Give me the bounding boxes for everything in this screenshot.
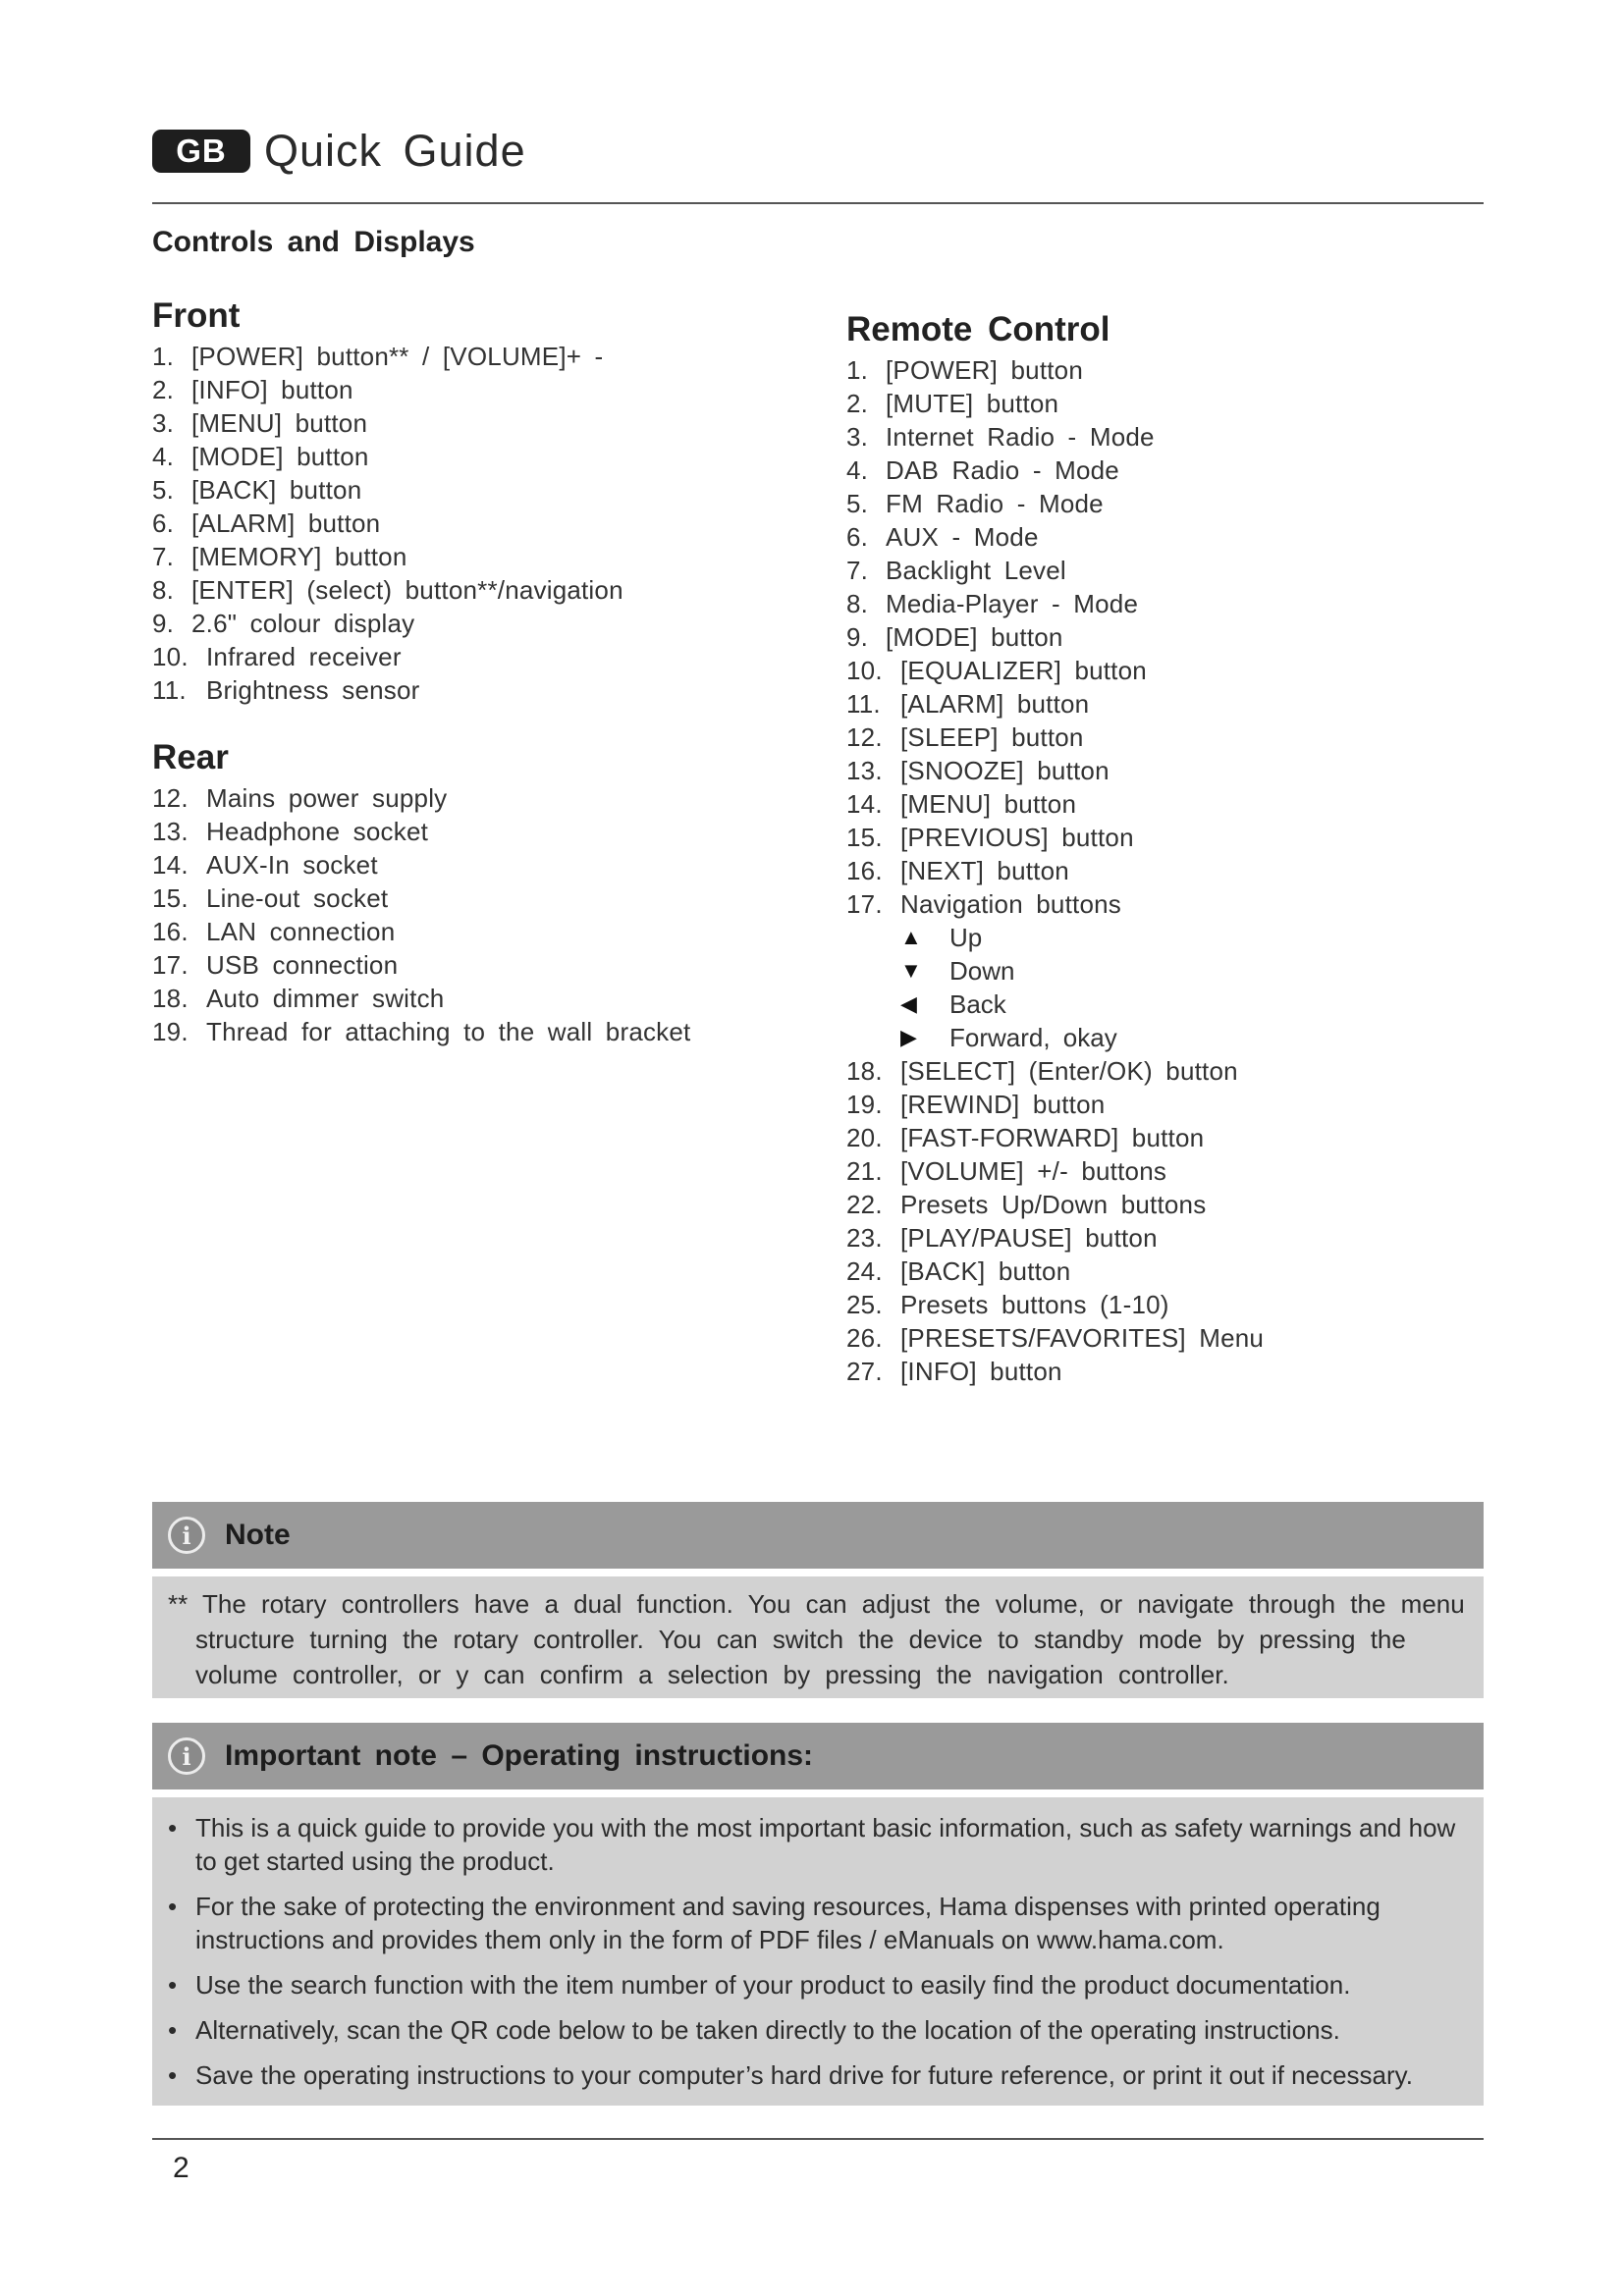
item-text: [POWER] button** / [VOLUME]+ - bbox=[191, 342, 604, 371]
item-number: 9. bbox=[846, 622, 869, 652]
page-number: 2 bbox=[173, 2152, 189, 2184]
item-number: 17. bbox=[846, 889, 883, 919]
bullet-item: • For the sake of protecting the environment and saving resources, Hama dispenses with printed operating instructions and provides them only in the form of PDF files / eManuals on www.hama.com. bbox=[168, 1890, 1468, 1956]
item-number: 19. bbox=[846, 1090, 883, 1119]
list-item bbox=[846, 520, 1475, 554]
item-number: 12. bbox=[152, 783, 189, 813]
item-number: 11. bbox=[152, 675, 187, 705]
list-item bbox=[152, 440, 781, 473]
list-item bbox=[846, 1054, 1475, 1088]
list-item bbox=[846, 1154, 1475, 1188]
list-item bbox=[152, 406, 781, 440]
item-text: [MENU] button bbox=[900, 789, 1077, 819]
important-note-body bbox=[152, 1797, 1484, 2106]
item-text: Navigation buttons bbox=[900, 889, 1121, 919]
list-item bbox=[846, 821, 1475, 854]
note-text: ** The rotary controllers have a dual function. You can adjust the volume, or navigate through the menu structure turning the rotary controller. You can switch the device to standby mode by pressing the volume controller, or y can confirm a selection by pressing the navigation controller. bbox=[168, 1589, 1465, 1689]
item-number: 27. bbox=[846, 1357, 883, 1386]
item-text: Headphone socket bbox=[206, 817, 429, 846]
list-item bbox=[846, 620, 1475, 654]
note-body bbox=[152, 1576, 1484, 1698]
item-text: [ALARM] button bbox=[191, 508, 381, 538]
list-item bbox=[152, 948, 781, 982]
remote-section-title: Remote Control bbox=[846, 310, 1110, 348]
item-text: [ALARM] button bbox=[900, 689, 1090, 719]
list-item bbox=[152, 781, 781, 815]
item-text: [SLEEP] button bbox=[900, 722, 1084, 752]
note-box bbox=[152, 1502, 1484, 1698]
item-text: Presets buttons (1-10) bbox=[900, 1290, 1169, 1319]
remote-controls-list bbox=[846, 353, 1475, 921]
item-number: 18. bbox=[846, 1056, 883, 1086]
item-text: [PRESETS/FAVORITES] Menu bbox=[900, 1323, 1265, 1353]
item-number: 15. bbox=[846, 823, 883, 852]
important-note-box bbox=[152, 1723, 1484, 2106]
item-text: [PLAY/PAUSE] button bbox=[900, 1223, 1158, 1253]
page-title: Quick Guide bbox=[264, 126, 526, 176]
item-number: 7. bbox=[152, 542, 175, 571]
item-number: 1. bbox=[846, 355, 869, 385]
item-number: 25. bbox=[846, 1290, 883, 1319]
item-text: Internet Radio - Mode bbox=[886, 422, 1155, 452]
item-text: AUX - Mode bbox=[886, 522, 1039, 552]
list-item bbox=[152, 540, 781, 573]
list-item bbox=[846, 721, 1475, 754]
list-item bbox=[152, 607, 781, 640]
arrow-left-icon: ◀ bbox=[900, 991, 917, 1016]
front-section-title: Front bbox=[152, 296, 241, 335]
list-item bbox=[846, 1355, 1475, 1388]
item-text: [PREVIOUS] button bbox=[900, 823, 1134, 852]
item-text: FM Radio - Mode bbox=[886, 489, 1104, 518]
list-item bbox=[846, 887, 1475, 921]
list-item bbox=[846, 1121, 1475, 1154]
bullet-item: • Save the operating instructions to your computer’s hard drive for future reference, or print it out if necessary. bbox=[168, 2058, 1468, 2092]
item-text: [MODE] button bbox=[191, 442, 369, 471]
item-number: 6. bbox=[846, 522, 869, 552]
item-number: 8. bbox=[846, 589, 869, 618]
item-text: [MENU] button bbox=[191, 408, 368, 438]
item-number: 14. bbox=[152, 850, 189, 880]
remote-controls-list-continued bbox=[846, 1054, 1475, 1388]
arrow-up-icon: ▲ bbox=[900, 925, 922, 949]
navigation-sub-item bbox=[900, 1021, 1475, 1054]
item-number: 13. bbox=[846, 756, 883, 785]
item-number: 10. bbox=[846, 656, 883, 685]
item-text: [VOLUME] +/- buttons bbox=[900, 1156, 1167, 1186]
list-item bbox=[846, 587, 1475, 620]
list-item bbox=[846, 854, 1475, 887]
item-number: 17. bbox=[152, 950, 189, 980]
list-item bbox=[846, 1288, 1475, 1321]
list-item bbox=[152, 507, 781, 540]
item-number: 3. bbox=[152, 408, 175, 438]
list-item bbox=[846, 1321, 1475, 1355]
item-number: 4. bbox=[152, 442, 175, 471]
item-number: 26. bbox=[846, 1323, 883, 1353]
item-text: Media-Player - Mode bbox=[886, 589, 1139, 618]
item-number: 2. bbox=[846, 389, 869, 418]
item-text: Auto dimmer switch bbox=[206, 984, 445, 1013]
info-icon: i bbox=[168, 1737, 205, 1775]
bullet-item: • Alternatively, scan the QR code below to be taken directly to the location of the operating instructions. bbox=[168, 2013, 1468, 2047]
rear-section-title: Rear bbox=[152, 738, 229, 776]
item-number: 2. bbox=[152, 375, 175, 404]
navigation-sub-item bbox=[900, 988, 1475, 1021]
item-number: 23. bbox=[846, 1223, 883, 1253]
item-text: [INFO] button bbox=[900, 1357, 1062, 1386]
list-item bbox=[846, 787, 1475, 821]
arrow-right-icon: ▶ bbox=[900, 1025, 917, 1049]
list-item bbox=[152, 373, 781, 406]
item-number: 9. bbox=[152, 609, 175, 638]
item-number: 5. bbox=[846, 489, 869, 518]
list-item bbox=[152, 815, 781, 848]
item-text: [BACK] button bbox=[900, 1256, 1071, 1286]
item-text: USB connection bbox=[206, 950, 399, 980]
item-text: Thread for attaching to the wall bracket bbox=[206, 1017, 691, 1046]
list-item bbox=[846, 754, 1475, 787]
item-number: 22. bbox=[846, 1190, 883, 1219]
list-item bbox=[152, 982, 781, 1015]
list-item bbox=[846, 353, 1475, 387]
important-note-title: Important note – Operating instructions: bbox=[225, 1739, 814, 1772]
item-text: DAB Radio - Mode bbox=[886, 455, 1119, 485]
note-title: Note bbox=[225, 1519, 291, 1551]
item-text: [SNOOZE] button bbox=[900, 756, 1110, 785]
list-item bbox=[846, 1221, 1475, 1255]
item-text: [ENTER] (select) button**/navigation bbox=[191, 575, 623, 605]
navigation-sub-item bbox=[900, 921, 1475, 954]
list-item bbox=[152, 640, 781, 673]
list-item bbox=[152, 881, 781, 915]
item-text: Mains power supply bbox=[206, 783, 448, 813]
important-note-header bbox=[152, 1723, 1484, 1789]
item-number: 16. bbox=[152, 917, 189, 946]
list-item bbox=[152, 1015, 781, 1048]
list-item bbox=[846, 654, 1475, 687]
navigation-buttons-list bbox=[846, 921, 1475, 1054]
remote-control-column bbox=[846, 306, 1475, 1388]
item-number: 21. bbox=[846, 1156, 883, 1186]
item-number: 11. bbox=[846, 689, 881, 719]
item-text: LAN connection bbox=[206, 917, 396, 946]
list-item bbox=[846, 420, 1475, 454]
bullet-item: • This is a quick guide to provide you with the most important basic information, such as safety warnings and how to get started using the product. bbox=[168, 1811, 1468, 1878]
list-item bbox=[152, 915, 781, 948]
list-item bbox=[846, 454, 1475, 487]
front-controls-list bbox=[152, 340, 781, 707]
item-number: 3. bbox=[846, 422, 869, 452]
item-text: [BACK] button bbox=[191, 475, 362, 505]
list-item bbox=[846, 1088, 1475, 1121]
arrow-down-icon: ▼ bbox=[900, 958, 922, 983]
important-bullet-list bbox=[168, 1811, 1468, 2092]
list-item bbox=[846, 487, 1475, 520]
device-controls-column bbox=[152, 293, 781, 1048]
page-header bbox=[152, 126, 526, 177]
item-text: [FAST-FORWARD] button bbox=[900, 1123, 1205, 1152]
item-number: 19. bbox=[152, 1017, 189, 1046]
item-number: 7. bbox=[846, 556, 869, 585]
navigation-sub-label: Forward, okay bbox=[949, 1023, 1117, 1052]
item-number: 4. bbox=[846, 455, 869, 485]
header-divider bbox=[152, 202, 1484, 204]
item-text: [REWIND] button bbox=[900, 1090, 1106, 1119]
list-item bbox=[152, 848, 781, 881]
list-item bbox=[846, 1255, 1475, 1288]
language-badge: GB bbox=[152, 130, 250, 173]
footer-divider bbox=[152, 2138, 1484, 2140]
item-text: [INFO] button bbox=[191, 375, 353, 404]
item-text: [NEXT] button bbox=[900, 856, 1069, 885]
item-text: Backlight Level bbox=[886, 556, 1066, 585]
item-text: [MEMORY] button bbox=[191, 542, 407, 571]
item-number: 14. bbox=[846, 789, 883, 819]
item-number: 18. bbox=[152, 984, 189, 1013]
section-subheading: Controls and Displays bbox=[152, 226, 475, 258]
list-item bbox=[846, 687, 1475, 721]
item-text: [SELECT] (Enter/OK) button bbox=[900, 1056, 1238, 1086]
item-text: [EQUALIZER] button bbox=[900, 656, 1147, 685]
navigation-sub-label: Down bbox=[949, 956, 1015, 986]
item-text: 2.6" colour display bbox=[191, 609, 415, 638]
item-text: Infrared receiver bbox=[206, 642, 402, 671]
list-item bbox=[846, 554, 1475, 587]
item-number: 10. bbox=[152, 642, 189, 671]
list-item bbox=[846, 1188, 1475, 1221]
navigation-sub-item bbox=[900, 954, 1475, 988]
item-number: 16. bbox=[846, 856, 883, 885]
item-number: 13. bbox=[152, 817, 189, 846]
note-header bbox=[152, 1502, 1484, 1569]
item-number: 24. bbox=[846, 1256, 883, 1286]
item-number: 5. bbox=[152, 475, 175, 505]
list-item bbox=[152, 340, 781, 373]
item-number: 6. bbox=[152, 508, 175, 538]
item-text: [POWER] button bbox=[886, 355, 1083, 385]
rear-controls-list bbox=[152, 781, 781, 1048]
list-item bbox=[152, 573, 781, 607]
navigation-sub-label: Back bbox=[949, 989, 1006, 1019]
info-icon: i bbox=[168, 1517, 205, 1554]
item-number: 15. bbox=[152, 883, 189, 913]
item-number: 20. bbox=[846, 1123, 883, 1152]
item-text: Line-out socket bbox=[206, 883, 389, 913]
bullet-item: • Use the search function with the item number of your product to easily find the product documentation. bbox=[168, 1968, 1468, 2002]
item-text: AUX-In socket bbox=[206, 850, 378, 880]
list-item bbox=[152, 473, 781, 507]
item-number: 1. bbox=[152, 342, 175, 371]
item-number: 8. bbox=[152, 575, 175, 605]
item-text: Brightness sensor bbox=[206, 675, 420, 705]
item-number: 12. bbox=[846, 722, 883, 752]
item-text: Presets Up/Down buttons bbox=[900, 1190, 1207, 1219]
list-item bbox=[152, 673, 781, 707]
item-text: [MUTE] button bbox=[886, 389, 1059, 418]
list-item bbox=[846, 387, 1475, 420]
item-text: [MODE] button bbox=[886, 622, 1063, 652]
navigation-sub-label: Up bbox=[949, 923, 983, 952]
